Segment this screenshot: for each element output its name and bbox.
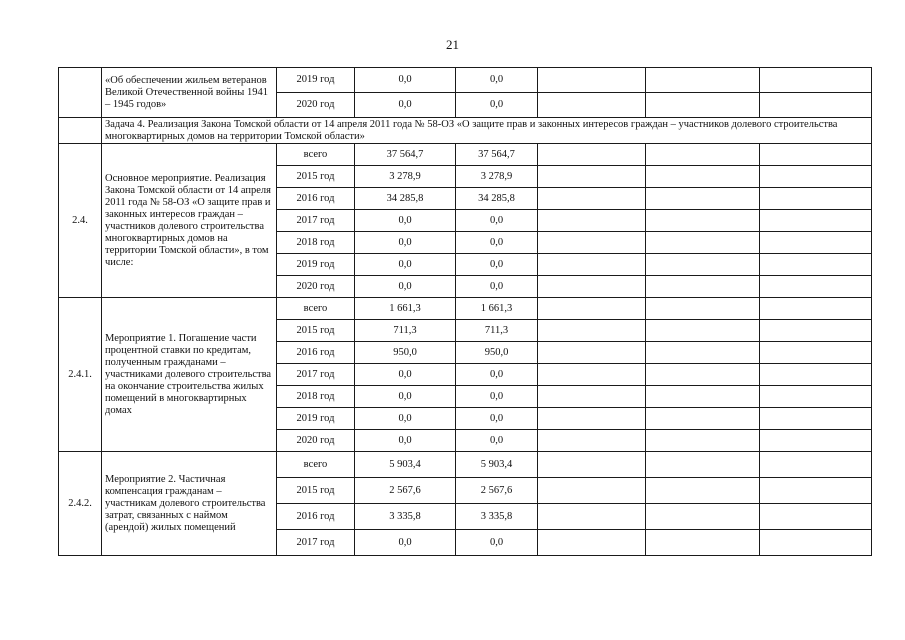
period-cell: 2015 год bbox=[277, 166, 355, 188]
empty-cell bbox=[646, 93, 760, 118]
total-amount-cell: 0,0 bbox=[355, 530, 456, 556]
source-amount-cell: 0,0 bbox=[456, 530, 538, 556]
empty-cell bbox=[760, 478, 872, 504]
empty-cell bbox=[538, 478, 646, 504]
empty-cell bbox=[538, 232, 646, 254]
period-cell: 2015 год bbox=[277, 478, 355, 504]
source-amount-cell: 1 661,3 bbox=[456, 298, 538, 320]
table-row bbox=[59, 452, 872, 478]
empty-cell bbox=[646, 342, 760, 364]
source-amount-cell: 0,0 bbox=[456, 364, 538, 386]
empty-cell bbox=[538, 504, 646, 530]
source-amount-cell: 0,0 bbox=[456, 93, 538, 118]
table-row bbox=[59, 298, 872, 320]
source-amount-cell: 950,0 bbox=[456, 342, 538, 364]
total-amount-cell: 0,0 bbox=[355, 93, 456, 118]
period-cell: 2018 год bbox=[277, 386, 355, 408]
period-cell: 2017 год bbox=[277, 210, 355, 232]
empty-cell bbox=[538, 68, 646, 93]
empty-cell bbox=[760, 408, 872, 430]
source-amount-cell: 34 285,8 bbox=[456, 188, 538, 210]
total-amount-cell: 1 661,3 bbox=[355, 298, 456, 320]
empty-cell bbox=[646, 452, 760, 478]
total-amount-cell: 0,0 bbox=[355, 276, 456, 298]
period-cell: 2020 год bbox=[277, 430, 355, 452]
source-amount-cell: 3 335,8 bbox=[456, 504, 538, 530]
empty-cell bbox=[760, 254, 872, 276]
empty-cell bbox=[760, 93, 872, 118]
source-amount-cell: 0,0 bbox=[456, 68, 538, 93]
total-amount-cell: 950,0 bbox=[355, 342, 456, 364]
total-amount-cell: 711,3 bbox=[355, 320, 456, 342]
empty-cell bbox=[646, 504, 760, 530]
empty-cell bbox=[538, 254, 646, 276]
period-cell: 2016 год bbox=[277, 342, 355, 364]
empty-cell bbox=[760, 530, 872, 556]
empty-cell bbox=[538, 320, 646, 342]
source-amount-cell: 0,0 bbox=[456, 408, 538, 430]
empty-cell bbox=[760, 210, 872, 232]
period-cell: 2019 год bbox=[277, 68, 355, 93]
period-cell: всего bbox=[277, 452, 355, 478]
total-amount-cell: 0,0 bbox=[355, 364, 456, 386]
empty-cell bbox=[646, 298, 760, 320]
period-cell: 2018 год bbox=[277, 232, 355, 254]
row-number bbox=[59, 68, 102, 118]
measure-description: Основное мероприятие. Реализация Закона Томской области от 14 апреля 2011 года № 58-ОЗ «О защите прав и законных интересов граждан – участников долевого строительства многоквартирных домов на территории Томской области», в том числе: bbox=[102, 144, 277, 298]
measure-description: Мероприятие 2. Частичная компенсация гражданам – участникам долевого строительства затрат, связанных с наймом (арендой) жилых помещений bbox=[102, 452, 277, 556]
budget-table bbox=[58, 67, 872, 556]
source-amount-cell: 2 567,6 bbox=[456, 478, 538, 504]
empty-cell bbox=[760, 276, 872, 298]
empty-cell bbox=[538, 342, 646, 364]
source-amount-cell: 0,0 bbox=[456, 276, 538, 298]
empty-cell bbox=[646, 320, 760, 342]
empty-cell bbox=[646, 210, 760, 232]
empty-cell bbox=[646, 68, 760, 93]
row-number: 2.4.2. bbox=[59, 452, 102, 556]
total-amount-cell: 0,0 bbox=[355, 210, 456, 232]
empty-cell bbox=[646, 364, 760, 386]
period-cell: 2015 год bbox=[277, 320, 355, 342]
empty-cell bbox=[646, 232, 760, 254]
empty-cell bbox=[646, 430, 760, 452]
empty-cell bbox=[760, 342, 872, 364]
period-cell: 2016 год bbox=[277, 188, 355, 210]
total-amount-cell: 3 335,8 bbox=[355, 504, 456, 530]
total-amount-cell: 0,0 bbox=[355, 408, 456, 430]
total-amount-cell: 2 567,6 bbox=[355, 478, 456, 504]
empty-cell bbox=[538, 93, 646, 118]
measure-description: «Об обеспечении жильем ветеранов Великой Отечественной войны 1941 – 1945 годов» bbox=[102, 68, 277, 118]
total-amount-cell: 37 564,7 bbox=[355, 144, 456, 166]
total-amount-cell: 34 285,8 bbox=[355, 188, 456, 210]
empty-cell bbox=[538, 144, 646, 166]
source-amount-cell: 0,0 bbox=[456, 210, 538, 232]
period-cell: 2017 год bbox=[277, 530, 355, 556]
total-amount-cell: 0,0 bbox=[355, 68, 456, 93]
total-amount-cell: 0,0 bbox=[355, 232, 456, 254]
empty-cell bbox=[538, 210, 646, 232]
period-cell: 2019 год bbox=[277, 254, 355, 276]
empty-cell bbox=[646, 530, 760, 556]
table-row bbox=[59, 144, 872, 166]
total-amount-cell: 3 278,9 bbox=[355, 166, 456, 188]
period-cell: 2020 год bbox=[277, 276, 355, 298]
empty-cell bbox=[760, 188, 872, 210]
empty-cell bbox=[538, 386, 646, 408]
empty-cell bbox=[760, 166, 872, 188]
row-number: 2.4. bbox=[59, 144, 102, 298]
period-cell: всего bbox=[277, 298, 355, 320]
empty-cell bbox=[646, 408, 760, 430]
empty-cell bbox=[760, 68, 872, 93]
empty-cell bbox=[760, 232, 872, 254]
empty-cell bbox=[760, 386, 872, 408]
empty-cell bbox=[538, 364, 646, 386]
source-amount-cell: 0,0 bbox=[456, 386, 538, 408]
empty-cell bbox=[646, 478, 760, 504]
task-title: Задача 4. Реализация Закона Томской области от 14 апреля 2011 года № 58-ОЗ «О защите прав и законных интересов граждан – участников долевого строительства многоквартирных домов на территории Томской области» bbox=[102, 118, 872, 144]
empty-cell bbox=[760, 298, 872, 320]
empty-cell bbox=[760, 320, 872, 342]
empty-cell bbox=[646, 254, 760, 276]
row-number: 2.4.1. bbox=[59, 298, 102, 452]
table-body bbox=[59, 68, 872, 556]
empty-cell bbox=[646, 144, 760, 166]
total-amount-cell: 5 903,4 bbox=[355, 452, 456, 478]
table-row bbox=[59, 68, 872, 93]
measure-description: Мероприятие 1. Погашение части процентной ставки по кредитам, полученным гражданами – участниками долевого строительства на окончание строительства жилых помещений в многоквартирных домах bbox=[102, 298, 277, 452]
empty-cell bbox=[646, 166, 760, 188]
empty-cell bbox=[538, 276, 646, 298]
page-number: 21 bbox=[446, 37, 459, 52]
empty-cell bbox=[760, 364, 872, 386]
period-cell: 2016 год bbox=[277, 504, 355, 530]
empty-cell bbox=[538, 298, 646, 320]
source-amount-cell: 0,0 bbox=[456, 254, 538, 276]
empty-cell bbox=[646, 188, 760, 210]
period-cell: 2017 год bbox=[277, 364, 355, 386]
task-row bbox=[59, 118, 872, 144]
source-amount-cell: 3 278,9 bbox=[456, 166, 538, 188]
empty-cell bbox=[538, 408, 646, 430]
empty-cell bbox=[538, 188, 646, 210]
empty-cell bbox=[538, 452, 646, 478]
empty-cell bbox=[760, 504, 872, 530]
empty-cell bbox=[646, 386, 760, 408]
total-amount-cell: 0,0 bbox=[355, 254, 456, 276]
total-amount-cell: 0,0 bbox=[355, 430, 456, 452]
source-amount-cell: 711,3 bbox=[456, 320, 538, 342]
empty-cell bbox=[538, 166, 646, 188]
period-cell: 2020 год bbox=[277, 93, 355, 118]
empty-cell bbox=[760, 144, 872, 166]
period-cell: 2019 год bbox=[277, 408, 355, 430]
empty-cell bbox=[538, 430, 646, 452]
empty-cell bbox=[760, 452, 872, 478]
empty-cell bbox=[59, 118, 102, 144]
total-amount-cell: 0,0 bbox=[355, 386, 456, 408]
source-amount-cell: 0,0 bbox=[456, 232, 538, 254]
empty-cell bbox=[760, 430, 872, 452]
empty-cell bbox=[646, 276, 760, 298]
period-cell: всего bbox=[277, 144, 355, 166]
empty-cell bbox=[538, 530, 646, 556]
source-amount-cell: 37 564,7 bbox=[456, 144, 538, 166]
source-amount-cell: 0,0 bbox=[456, 430, 538, 452]
source-amount-cell: 5 903,4 bbox=[456, 452, 538, 478]
